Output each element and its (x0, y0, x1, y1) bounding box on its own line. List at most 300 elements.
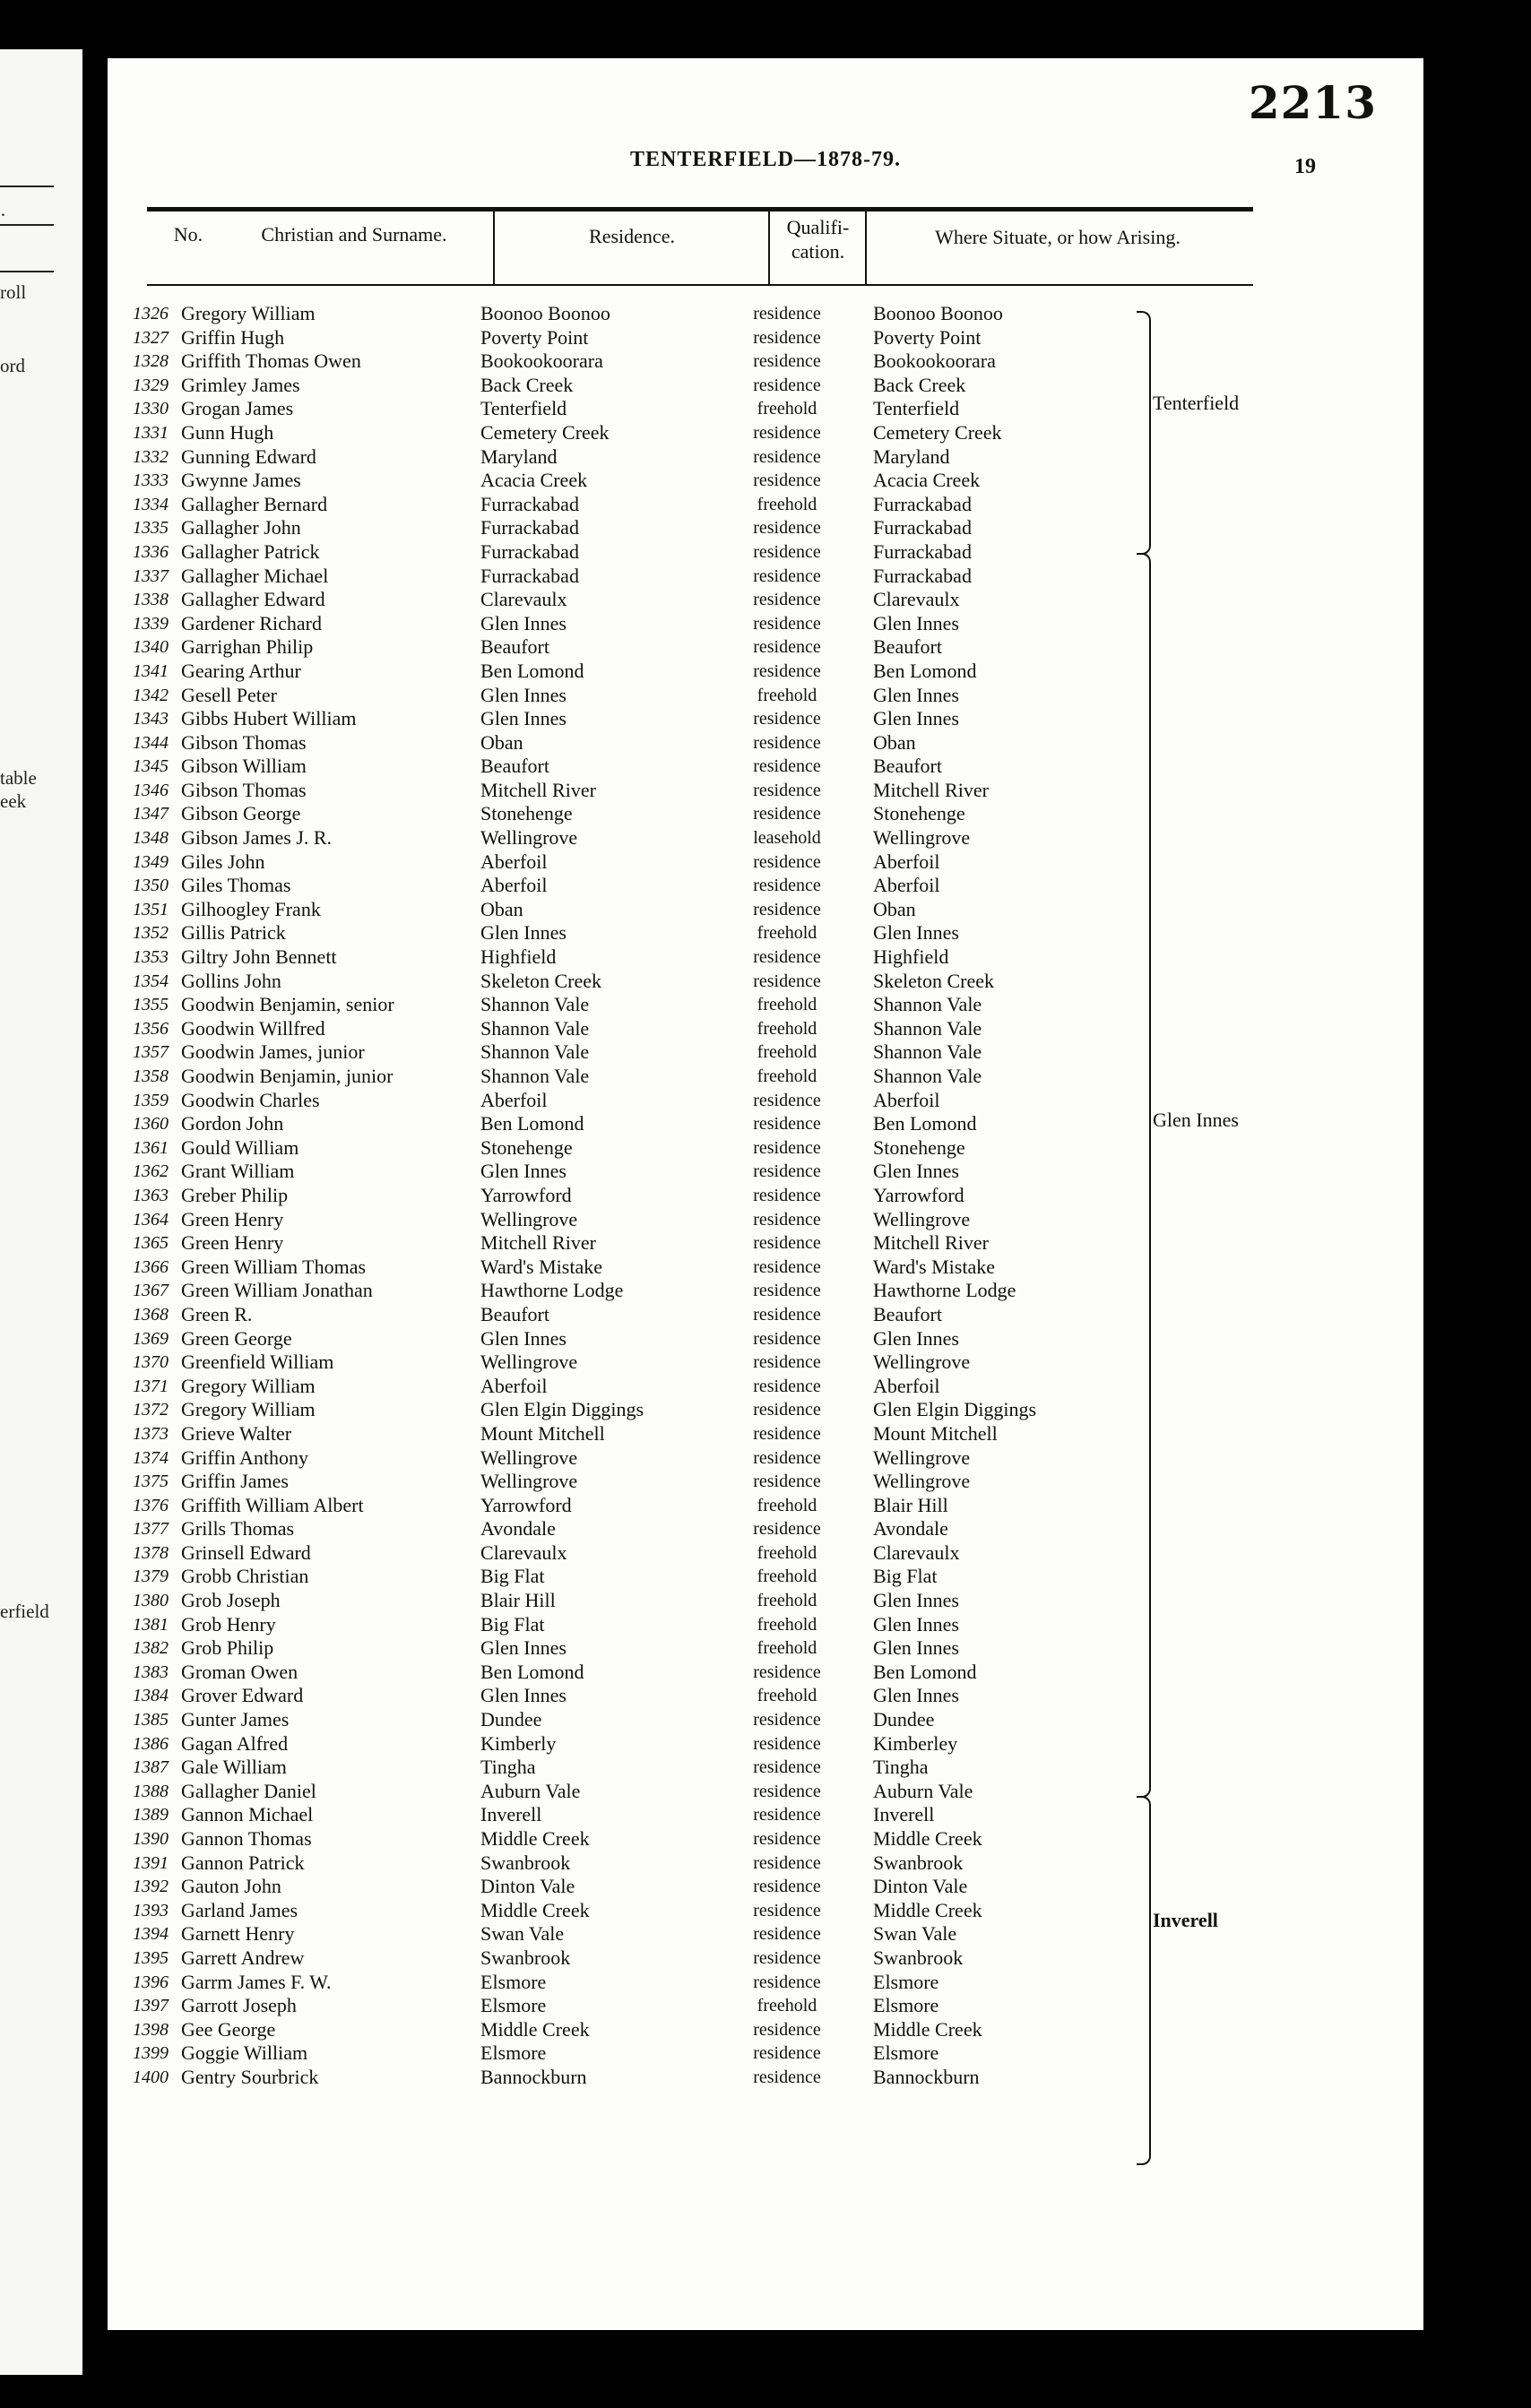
entry-number: 1372 (133, 1400, 169, 1420)
entry-number: 1357 (133, 1042, 169, 1063)
table-row (133, 1017, 1388, 1041)
entry-number: 1334 (133, 494, 169, 514)
qualification: residence (753, 1400, 821, 1420)
where-situate: Oban (873, 897, 916, 920)
table-row (133, 1398, 1388, 1422)
christian-and-surname: Gallagher Bernard (181, 492, 328, 515)
qualification: residence (753, 899, 821, 919)
entry-number: 1391 (133, 1852, 169, 1873)
where-situate: Big Flat (873, 1565, 938, 1588)
qualification: residence (753, 541, 821, 562)
entry-number: 1330 (133, 399, 169, 419)
christian-and-surname: Gregory William (181, 302, 316, 324)
qualification: residence (753, 1972, 821, 1992)
entry-number: 1355 (133, 995, 169, 1015)
christian-and-surname: Gordon John (181, 1112, 284, 1135)
residence: Mount Mitchell (480, 1421, 605, 1445)
table-row (133, 684, 1388, 708)
entry-number: 1370 (133, 1352, 169, 1373)
where-situate: Back Creek (873, 373, 966, 396)
entry-number: 1362 (133, 1161, 169, 1182)
table-row (133, 850, 1388, 875)
christian-and-surname: Gauton John (181, 1875, 281, 1898)
entry-number: 1392 (133, 1877, 169, 1897)
qualification: residence (753, 1423, 821, 1444)
qualification: residence (753, 1352, 821, 1373)
residence: Dinton Vale (480, 1875, 575, 1898)
table-row (133, 660, 1388, 684)
where-situate: Swanbrook (873, 1851, 964, 1874)
where-situate: Glen Innes (873, 1684, 959, 1707)
entry-number: 1398 (133, 2019, 169, 2040)
residence: Oban (480, 730, 523, 754)
christian-and-surname: Griffin Anthony (181, 1446, 308, 1469)
residence: Kimberly (480, 1731, 557, 1755)
residence: Poverty Point (480, 325, 589, 349)
table-row (133, 1184, 1388, 1208)
residence: Tenterfield (480, 397, 567, 420)
residence: Wellingrove (480, 826, 578, 850)
entry-number: 1364 (133, 1209, 169, 1230)
table-row (133, 945, 1388, 970)
qualification: residence (753, 1947, 821, 1968)
residence: Aberfoil (480, 850, 548, 873)
christian-and-surname: Grob Joseph (181, 1589, 281, 1612)
table-row (133, 1279, 1388, 1303)
where-situate: Mitchell River (873, 778, 989, 801)
qualification: residence (753, 851, 821, 872)
table-row (133, 445, 1388, 470)
where-situate: Bookookoorara (873, 350, 996, 373)
where-situate: Glen Innes (873, 1589, 959, 1612)
header-where-situate: Where Situate, or how Arising. (935, 226, 1181, 248)
qualification: residence (753, 947, 821, 968)
table-row (133, 2018, 1388, 2042)
qualification: freehold (757, 1686, 817, 1706)
entry-number: 1366 (133, 1256, 169, 1277)
christian-and-surname: Gilhoogley Frank (181, 897, 321, 920)
residence: Furrackabad (480, 564, 579, 587)
facing-page-fragment: eek (0, 790, 27, 812)
where-situate: Elsmore (873, 1994, 939, 2017)
where-situate: Glen Innes (873, 1612, 959, 1636)
header-bottom-rule (147, 284, 1253, 286)
christian-and-surname: Gearing Arthur (181, 659, 301, 682)
qualification: freehold (757, 1591, 817, 1611)
residence: Mitchell River (480, 1231, 596, 1255)
qualification: freehold (757, 1042, 817, 1063)
where-situate: Stonehenge (873, 1135, 965, 1159)
where-situate: Auburn Vale (873, 1779, 973, 1802)
where-situate: Mount Mitchell (873, 1421, 998, 1445)
entry-number: 1348 (133, 828, 169, 849)
entry-number: 1329 (133, 375, 169, 395)
qualification: freehold (757, 1495, 817, 1515)
entry-number: 1335 (133, 518, 169, 539)
entry-number: 1359 (133, 1090, 169, 1110)
table-row (133, 1780, 1388, 1804)
entry-number: 1397 (133, 1996, 169, 2016)
christian-and-surname: Green R. (181, 1302, 253, 1325)
residence: Yarrowford (480, 1493, 572, 1516)
qualification: residence (753, 660, 821, 681)
where-situate: Furrackabad (873, 564, 972, 587)
qualification: residence (753, 1781, 821, 1801)
residence: Clarevaulx (480, 588, 567, 611)
qualification: residence (753, 1137, 821, 1158)
christian-and-surname: Gentry Sourbrick (181, 2065, 319, 2088)
where-situate: Wellingrove (873, 1207, 971, 1230)
table-row (133, 1446, 1388, 1471)
where-situate: Wellingrove (873, 1470, 971, 1493)
qualification: residence (753, 1805, 821, 1825)
header-top-rule (147, 207, 1253, 211)
qualification: residence (753, 1161, 821, 1182)
header-residence: Residence. (589, 225, 675, 247)
residence: Swanbrook (480, 1851, 571, 1874)
qualification: residence (753, 1900, 821, 1920)
entry-number: 1387 (133, 1757, 169, 1778)
table-row (133, 970, 1388, 994)
christian-and-surname: Gardener Richard (181, 611, 322, 634)
table-row (133, 1327, 1388, 1351)
table-row (133, 326, 1388, 350)
residence: Inverell (480, 1803, 542, 1826)
table-row (133, 993, 1388, 1017)
residence: Avondale (480, 1517, 556, 1541)
entry-number: 1342 (133, 685, 169, 705)
residence: Elsmore (480, 1994, 547, 2017)
table-row (133, 1971, 1388, 1995)
entry-number: 1385 (133, 1710, 169, 1730)
qualification: residence (753, 518, 821, 539)
residence: Beaufort (480, 1302, 549, 1325)
register-page (108, 58, 1423, 2330)
christian-and-surname: Gould William (181, 1135, 299, 1159)
entry-number: 1353 (133, 947, 169, 968)
where-situate: Swan Vale (873, 1922, 957, 1946)
qualification: residence (753, 590, 821, 610)
group-brace (1137, 553, 1151, 1798)
table-row (133, 493, 1388, 517)
table-row (133, 1636, 1388, 1661)
residence: Swanbrook (480, 1946, 571, 1969)
where-situate: Middle Creek (873, 2017, 982, 2041)
qualification: residence (753, 1328, 821, 1349)
where-situate: Highfield (873, 945, 949, 969)
qualification: freehold (757, 995, 817, 1015)
residence: Big Flat (480, 1612, 545, 1636)
where-situate: Glen Innes (873, 611, 959, 634)
where-situate: Tenterfield (873, 397, 960, 420)
where-situate: Skeleton Creek (873, 969, 995, 992)
qualification: residence (753, 327, 821, 348)
where-situate: Cemetery Creek (873, 420, 1002, 444)
qualification: residence (753, 1661, 821, 1682)
entry-number: 1379 (133, 1566, 169, 1587)
qualification: leasehold (753, 828, 821, 849)
christian-and-surname: Grover Edward (181, 1684, 304, 1707)
where-situate: Ben Lomond (873, 1660, 977, 1683)
entry-number: 1344 (133, 732, 169, 753)
residence: Blair Hill (480, 1589, 556, 1612)
residence: Beaufort (480, 755, 549, 778)
qualification: residence (753, 971, 821, 991)
residence: Glen Innes (480, 611, 567, 634)
entry-number: 1375 (133, 1472, 169, 1492)
where-situate: Shannon Vale (873, 1040, 982, 1064)
christian-and-surname: Gallagher Michael (181, 564, 329, 587)
entry-number: 1356 (133, 1018, 169, 1039)
entry-number: 1374 (133, 1447, 169, 1468)
residence: Ben Lomond (480, 1660, 584, 1683)
christian-and-surname: Green William Jonathan (181, 1279, 373, 1302)
entry-number: 1399 (133, 2043, 169, 2064)
christian-and-surname: Gagan Alfred (181, 1731, 289, 1755)
qualification: freehold (757, 1638, 817, 1659)
christian-and-surname: Gwynne James (181, 469, 301, 492)
table-row (133, 921, 1388, 945)
christian-and-surname: Green George (181, 1326, 292, 1350)
table-row (133, 1208, 1388, 1232)
residence: Shannon Vale (480, 1016, 590, 1040)
facing-page-fragment: roll (0, 281, 27, 303)
christian-and-surname: Gallagher Edward (181, 588, 325, 611)
where-situate: Avondale (873, 1517, 948, 1541)
christian-and-surname: Gibson William (181, 755, 307, 778)
residence: Aberfoil (480, 1088, 548, 1111)
where-situate: Ben Lomond (873, 659, 977, 682)
elector-list (133, 302, 1388, 2090)
residence: Yarrowford (480, 1183, 572, 1206)
where-situate: Stonehenge (873, 802, 965, 825)
where-situate: Dundee (873, 1708, 935, 1731)
residence: Furrackabad (480, 516, 579, 539)
christian-and-surname: Gillis Patrick (181, 921, 286, 945)
table-row (133, 1422, 1388, 1446)
where-situate: Shannon Vale (873, 993, 982, 1016)
christian-and-surname: Groman Owen (181, 1660, 298, 1683)
entry-number: 1376 (133, 1495, 169, 1515)
qualification: freehold (757, 494, 817, 514)
residence: Middle Creek (480, 1827, 590, 1850)
entry-number: 1381 (133, 1614, 169, 1635)
residence: Shannon Vale (480, 1040, 590, 1064)
residence: Bookookoorara (480, 350, 603, 373)
entry-number: 1360 (133, 1114, 169, 1135)
qualification: freehold (757, 1996, 817, 2016)
where-situate: Shannon Vale (873, 1065, 982, 1087)
where-situate: Clarevaulx (873, 588, 960, 611)
table-row (133, 1231, 1388, 1256)
entry-number: 1354 (133, 971, 169, 991)
qualification: residence (753, 1281, 821, 1301)
qualification: freehold (757, 1566, 817, 1587)
qualification: residence (753, 2067, 821, 2087)
entry-number: 1327 (133, 327, 169, 348)
residence: Middle Creek (480, 2017, 590, 2041)
where-situate: Glen Innes (873, 707, 959, 730)
qualification: freehold (757, 1018, 817, 1039)
table-row (133, 755, 1388, 779)
entry-number: 1332 (133, 446, 169, 467)
entry-number: 1358 (133, 1066, 169, 1086)
christian-and-surname: Gallagher Daniel (181, 1779, 316, 1802)
where-situate: Inverell (873, 1803, 935, 1826)
qualification: residence (753, 1472, 821, 1492)
christian-and-surname: Gibbs Hubert William (181, 707, 357, 730)
residence: Wellingrove (480, 1446, 578, 1469)
residence: Oban (480, 897, 523, 920)
entry-number: 1367 (133, 1281, 169, 1301)
residence: Beaufort (480, 635, 549, 659)
christian-and-surname: Gregory William (181, 1374, 316, 1397)
qualification: residence (753, 1233, 821, 1254)
christian-and-surname: Goggie William (181, 2041, 308, 2065)
qualification: residence (753, 1256, 821, 1277)
table-row (133, 1494, 1388, 1518)
where-situate: Furrackabad (873, 516, 972, 539)
where-situate: Aberfoil (873, 1374, 940, 1397)
qualification: residence (753, 565, 821, 586)
table-row (133, 302, 1388, 326)
residence: Glen Innes (480, 1160, 567, 1183)
where-situate: Aberfoil (873, 874, 940, 897)
table-row (133, 1375, 1388, 1399)
christian-and-surname: Garnett Henry (181, 1922, 295, 1946)
facing-page-edge (0, 49, 82, 2375)
entry-number: 1333 (133, 470, 169, 491)
residence: Shannon Vale (480, 993, 590, 1016)
qualification: residence (753, 1852, 821, 1873)
where-situate: Ward's Mistake (873, 1255, 995, 1278)
qualification: residence (753, 1710, 821, 1730)
qualification: freehold (757, 1614, 817, 1635)
qualification: residence (753, 1090, 821, 1110)
group-label: Glen Innes (1153, 1109, 1239, 1131)
qualification: residence (753, 1829, 821, 1849)
where-situate: Poverty Point (873, 325, 982, 349)
christian-and-surname: Grogan James (181, 397, 294, 420)
group-brace (1137, 311, 1151, 555)
christian-and-surname: Gibson George (181, 802, 301, 825)
entry-number: 1368 (133, 1304, 169, 1325)
christian-and-surname: Garrott Joseph (181, 1994, 297, 2017)
table-row (133, 350, 1388, 374)
residence: Elsmore (480, 1970, 547, 1993)
christian-and-surname: Grobb Christian (181, 1565, 309, 1588)
entry-number: 1382 (133, 1638, 169, 1659)
christian-and-surname: Gibson Thomas (181, 778, 307, 801)
christian-and-surname: Griffin Hugh (181, 325, 285, 349)
residence: Hawthorne Lodge (480, 1279, 624, 1302)
table-row (133, 1541, 1388, 1566)
residence: Back Creek (480, 373, 574, 396)
entry-number: 1338 (133, 590, 169, 610)
residence: Dundee (480, 1708, 542, 1731)
table-row (133, 635, 1388, 660)
christian-and-surname: Gregory William (181, 1398, 316, 1421)
column-divider (865, 211, 867, 286)
table-row (133, 1351, 1388, 1375)
where-situate: Hawthorne Lodge (873, 1279, 1016, 1302)
qualification: residence (753, 1304, 821, 1325)
header-no: No. (173, 223, 203, 246)
where-situate: Yarrowford (873, 1183, 964, 1206)
where-situate: Middle Creek (873, 1898, 982, 1921)
christian-and-surname: Giltry John Bennett (181, 945, 337, 969)
entry-number: 1384 (133, 1686, 169, 1706)
residence: Clarevaulx (480, 1541, 567, 1564)
christian-and-surname: Grills Thomas (181, 1517, 295, 1541)
where-situate: Clarevaulx (873, 1541, 960, 1564)
entry-number: 1339 (133, 613, 169, 634)
residence: Middle Creek (480, 1898, 590, 1921)
entry-number: 1371 (133, 1376, 169, 1396)
where-situate: Wellingrove (873, 1446, 971, 1469)
table-row (133, 1613, 1388, 1637)
qualification: residence (753, 470, 821, 491)
residence: Ben Lomond (480, 1112, 584, 1135)
qualification: residence (753, 1924, 821, 1945)
table-row (133, 1875, 1388, 1899)
entry-number: 1328 (133, 351, 169, 372)
christian-and-surname: Gollins John (181, 969, 281, 992)
table-row (133, 731, 1388, 755)
table-row (133, 779, 1388, 803)
table-row (133, 1303, 1388, 1327)
christian-and-surname: Gunning Edward (181, 444, 316, 468)
entry-number: 1383 (133, 1661, 169, 1682)
where-situate: Wellingrove (873, 826, 971, 850)
facing-page-rule (0, 224, 54, 226)
qualification: residence (753, 2043, 821, 2064)
entry-number: 1343 (133, 709, 169, 729)
table-row (133, 1160, 1388, 1184)
qualification: residence (753, 351, 821, 372)
entry-number: 1337 (133, 565, 169, 586)
christian-and-surname: Gannon Michael (181, 1803, 314, 1826)
residence: Big Flat (480, 1565, 545, 1588)
table-row (133, 1661, 1388, 1685)
where-situate: Beaufort (873, 1302, 942, 1325)
where-situate: Elsmore (873, 1970, 939, 1993)
qualification: freehold (757, 1542, 817, 1563)
where-situate: Boonoo Boonoo (873, 302, 1003, 324)
residence: Skeleton Creek (480, 969, 602, 992)
where-situate: Beaufort (873, 635, 942, 659)
facing-page-rule (0, 186, 54, 187)
residence: Glen Innes (480, 921, 567, 945)
table-row (133, 826, 1388, 850)
qualification: residence (753, 1447, 821, 1468)
christian-and-surname: Goodwin Charles (181, 1088, 320, 1111)
qualification: freehold (757, 1066, 817, 1086)
qualification: residence (753, 446, 821, 467)
where-situate: Elsmore (873, 2041, 939, 2065)
qualification: residence (753, 1733, 821, 1754)
where-situate: Middle Creek (873, 1827, 982, 1850)
where-situate: Maryland (873, 444, 950, 468)
entry-number: 1352 (133, 923, 169, 944)
where-situate: Glen Innes (873, 921, 959, 945)
table-row (133, 2041, 1388, 2066)
residence: Maryland (480, 444, 558, 468)
residence: Furrackabad (480, 539, 579, 563)
table-row (133, 1708, 1388, 1732)
qualification: residence (753, 1877, 821, 1897)
facing-page-fragment: table (0, 767, 37, 789)
